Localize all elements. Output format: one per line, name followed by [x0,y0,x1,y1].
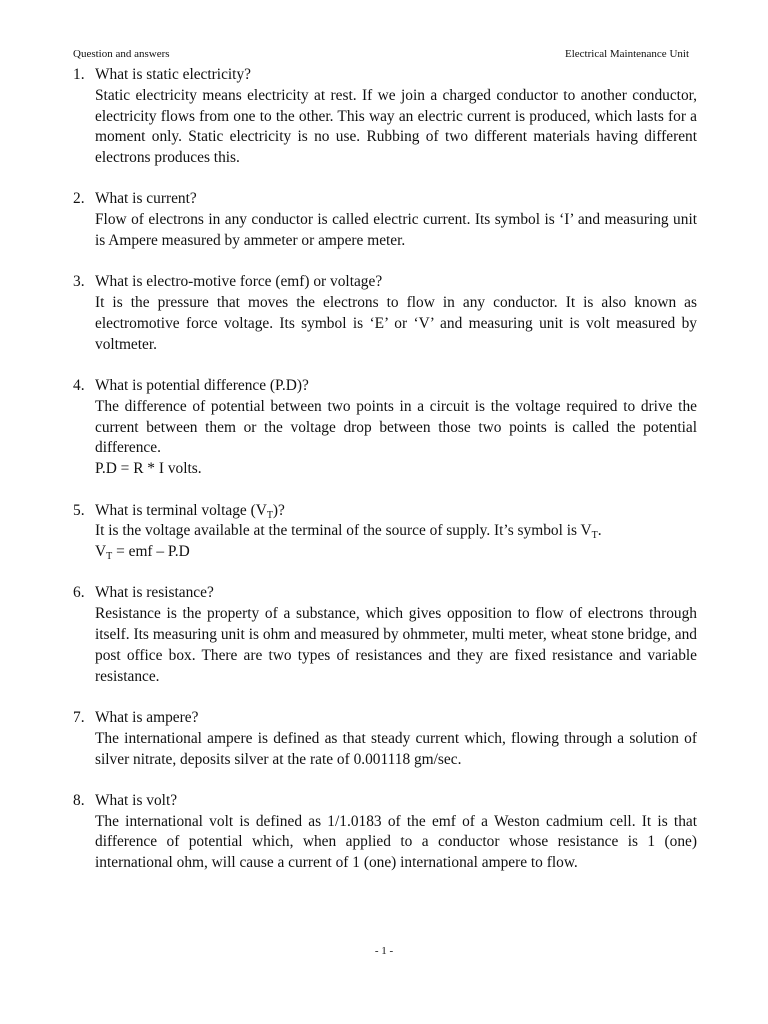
question-text: What is volt? [95,791,178,809]
header-left-title: Question and answers [73,48,170,60]
header-right-title: Electrical Maintenance Unit [565,48,689,60]
question-text: What is electro-motive force (emf) or voltage? [95,273,383,291]
formula-text: P.D = R * I volts. [95,460,202,478]
item-number: 4. [73,377,85,395]
qa-item-1 [73,65,697,169]
subscript-t: T [106,551,113,563]
qa-item-6 [73,583,697,687]
item-number: 5. [73,501,85,519]
question-text: What is current? [95,190,197,208]
subscript-t: T [266,509,273,521]
answer-text-part: . [597,522,602,540]
answer-text: Resistance is the property of a substance, which gives opposition to flow of electrons through itself. Its measuring unit is ohm and measured by ohmmeter, multi meter, wheat stone bridge, and post office box. There are two types of resistances and they are fixed resistance and variable resistance. [95,605,697,685]
page-number: - 1 - [374,945,394,957]
qa-item-4 [73,376,697,480]
answer-text: The international ampere is defined as that steady current which, flowing through a solution of silver nitrate, deposits silver at the rate of 0.001118 gm/sec. [95,729,697,768]
question-text: What is resistance? [95,584,214,602]
formula-text [95,542,697,563]
qa-item-7 [73,708,697,770]
qa-item-8 [73,791,697,874]
item-number: 7. [73,708,85,726]
answer-text [95,521,697,542]
question-text: What is static electricity? [95,66,251,83]
page-header [73,46,689,62]
question-text [95,501,697,522]
qa-item-5 [73,501,697,563]
answer-text: The international volt is defined as 1/1.0183 of the emf of a Weston cadmium cell. It is that difference of potential which, when applied to a conductor whose resistance is 1 (one) international ohm, will cause a current of 1 (one) international ampere to flow. [95,812,697,872]
item-number: 2. [73,190,85,208]
item-number: 3. [73,273,85,291]
item-number: 1. [73,66,85,83]
question-answer-list [73,65,697,895]
answer-text: Flow of electrons in any conductor is called electric current. Its symbol is ‘I’ and measuring unit is Ampere measured by ammeter or ampere meter. [95,211,697,250]
qa-item-2 [73,189,697,251]
answer-text: Static electricity means electricity at rest. If we join a charged conductor to another conductor, electricity flows from one to the other. This way an electric current is produced, which lasts for a moment only. Static electricity is no use. Rubbing of two different materials having different electrons produces this. [95,86,697,167]
item-number: 8. [73,791,85,809]
subscript-t: T [591,530,598,542]
answer-text: The difference of potential between two points in a circuit is the voltage required to drive the current between them or the voltage drop between those two points is called the potential difference. [95,397,697,457]
answer-text-part: It is the voltage available at the terminal of the source of supply. It’s symbol is V [95,522,592,540]
formula-text-part: V [95,543,107,561]
answer-text: It is the pressure that moves the electrons to flow in any conductor. It is also known as electromotive force voltage. Its symbol is ‘E’ or ‘V’ and measuring unit is volt measured by voltmeter. [95,294,697,353]
question-text: What is potential difference (P.D)? [95,377,309,395]
formula-text-part: = emf – P.D [112,543,190,561]
item-number: 6. [73,584,85,602]
qa-item-3 [73,272,697,355]
question-text: What is ampere? [95,708,199,726]
question-text-part: )? [272,501,285,519]
question-text-part: What is terminal voltage (V [95,501,267,519]
